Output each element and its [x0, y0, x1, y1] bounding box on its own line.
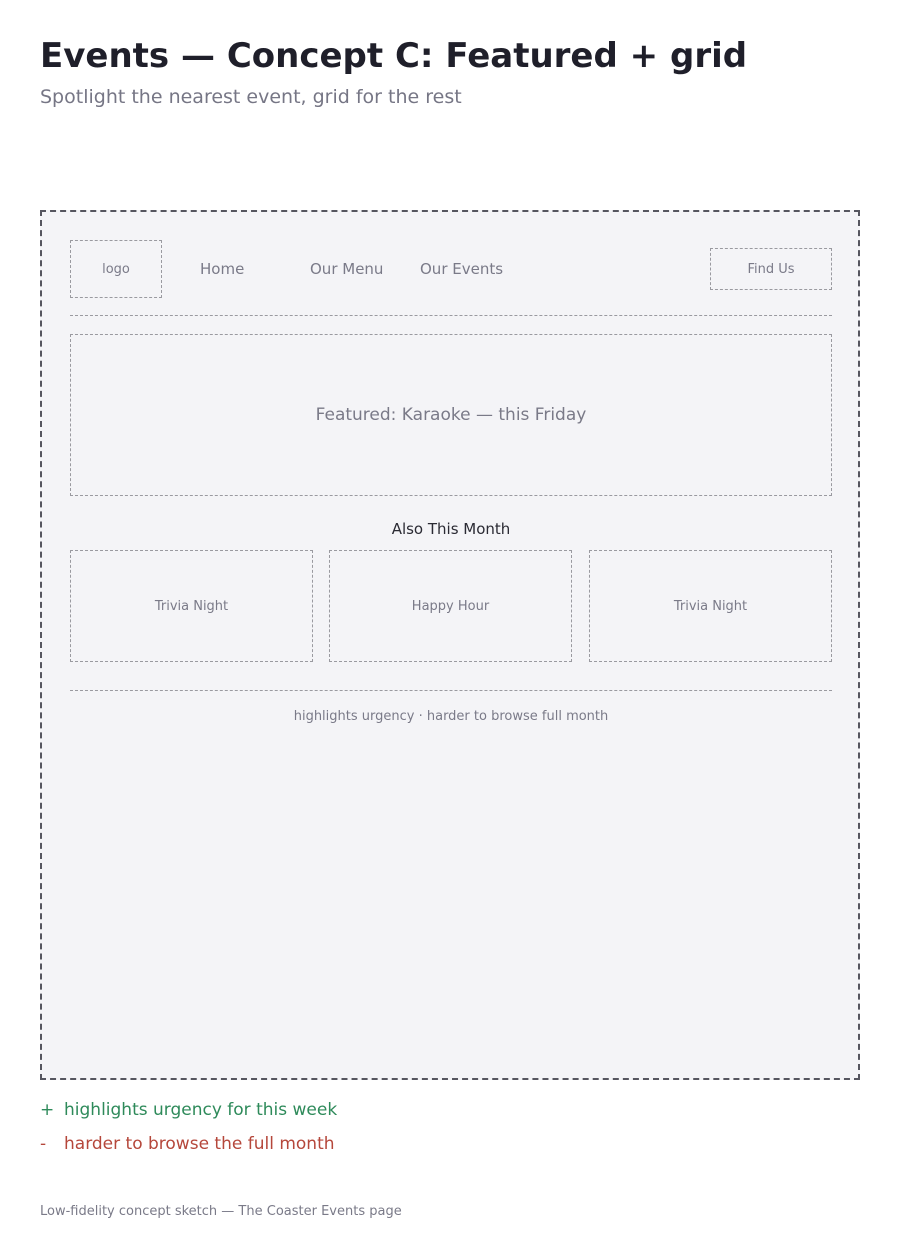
nav-events-link[interactable]: Our Events [420, 260, 504, 278]
pro-text: highlights urgency for this week [64, 1100, 338, 1120]
event-card-label: Trivia Night [673, 598, 748, 614]
wireframe-note: highlights urgency · harder to browse full month [293, 709, 609, 724]
featured-event-banner[interactable] [70, 334, 832, 496]
event-card[interactable] [329, 550, 572, 662]
find-us-button[interactable] [710, 248, 832, 290]
logo-label: logo [102, 261, 130, 277]
section-title: Also This Month [391, 520, 511, 538]
header-divider [70, 315, 832, 316]
con-text: harder to browse the full month [64, 1134, 335, 1154]
event-card[interactable] [589, 550, 832, 662]
minus-icon: - [40, 1134, 47, 1154]
nav-menu-link[interactable]: Our Menu [310, 260, 384, 278]
find-us-label: Find Us [747, 261, 795, 277]
event-card[interactable] [70, 550, 313, 662]
page-title: Events — Concept C: Featured + grid [40, 36, 748, 76]
pro-item [40, 1099, 337, 1121]
footer-caption: Low-fidelity concept sketch — The Coaster Events page [40, 1204, 402, 1219]
plus-icon: + [40, 1100, 55, 1120]
logo-placeholder [70, 240, 162, 298]
footer-divider [70, 690, 832, 691]
nav-home-link[interactable]: Home [200, 260, 245, 278]
page-subtitle: Spotlight the nearest event, grid for the rest [40, 86, 462, 108]
featured-event-label: Featured: Karaoke — this Friday [315, 405, 587, 425]
event-card-label: Happy Hour [411, 598, 490, 614]
con-item [40, 1133, 335, 1155]
event-card-label: Trivia Night [154, 598, 229, 614]
